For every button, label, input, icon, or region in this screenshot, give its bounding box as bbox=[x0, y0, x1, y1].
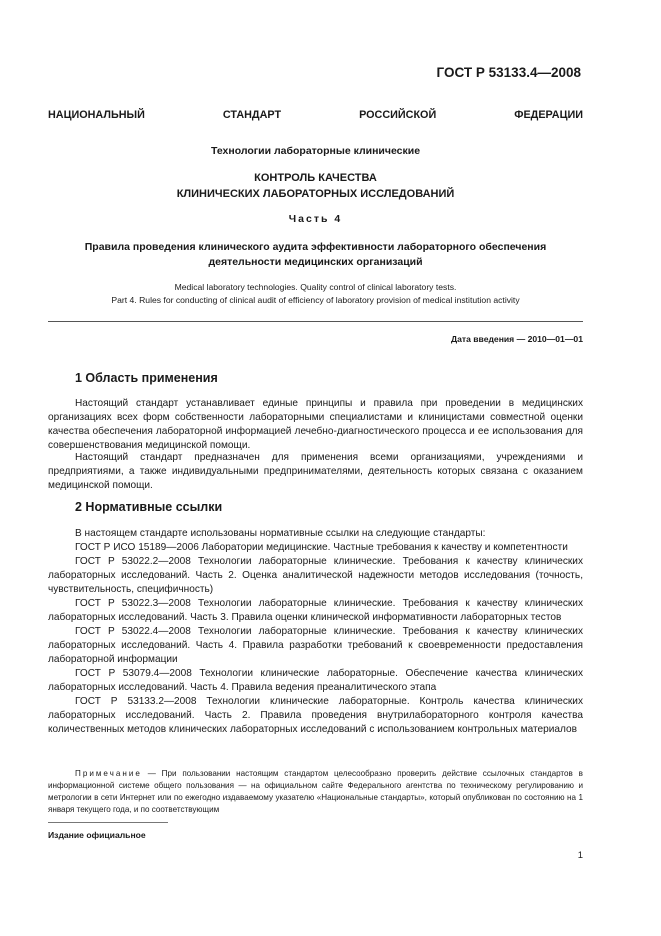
section-heading-references: 2 Нормативные ссылки bbox=[75, 500, 223, 514]
reference-item: ГОСТ Р 53133.2—2008 Технологии клинические лабораторные. Контроль качества клинических лабораторных исследований. Часть 2. Правила проведения внутрилабораторного контроля качества количественных методов клинических лабораторных исследований с использованием контрольных материалов bbox=[48, 696, 583, 735]
title-line: КЛИНИЧЕСКИХ ЛАБОРАТОРНЫХ ИССЛЕДОВАНИЙ bbox=[176, 188, 455, 200]
title-line: КОНТРОЛЬ КАЧЕСТВА bbox=[254, 172, 377, 184]
english-title-line: Medical laboratory technologies. Quality control of clinical laboratory tests. bbox=[174, 282, 457, 292]
note-label: Примечание bbox=[75, 769, 142, 778]
english-title bbox=[48, 281, 583, 307]
divider bbox=[48, 321, 583, 322]
document-title bbox=[48, 170, 583, 202]
banner-word: ФЕДЕРАЦИИ bbox=[514, 109, 584, 121]
national-standard-banner bbox=[48, 109, 583, 121]
reference-item: ГОСТ Р 53022.2—2008 Технологии лабораторные клинические. Требования к качеству клинических лабораторных исследований. Часть 2. Оценка аналитической надежности методов исследования (точность, чувствительность, специфичность) bbox=[48, 556, 583, 595]
reference-item: ГОСТ Р ИСО 15189—2006 Лаборатории медицинские. Частные требования к качеству и компетентности bbox=[75, 542, 568, 553]
english-title-line: Part 4. Rules for conducting of clinical audit of efficiency of laboratory provision of medical institution activity bbox=[111, 295, 520, 305]
note bbox=[48, 768, 583, 816]
banner-word: НАЦИОНАЛЬНЫЙ bbox=[48, 109, 145, 121]
part-title bbox=[48, 240, 583, 270]
document-code: ГОСТ Р 53133.4—2008 bbox=[436, 65, 581, 80]
reference-item: ГОСТ Р 53079.4—2008 Технологии клинические лабораторные. Обеспечение качества клинических лабораторных исследований. Часть 4. Правила ведения преаналитического этапа bbox=[48, 668, 583, 693]
edition-label: Издание официальное bbox=[48, 830, 146, 840]
scope-paragraph: Настоящий стандарт устанавливает единые принципы и правила при проведении в медицинских организациях всех форм собственности лабораторными специалистами и клиницистами совместной оценки качества обеспечения лабораторной информацией лечебно-диагностического процесса и ее использования для совершенствования медицинской помощи. bbox=[48, 398, 583, 451]
references-list bbox=[48, 527, 583, 737]
reference-item: ГОСТ Р 53022.4—2008 Технологии лабораторные клинические. Требования к качеству клинических лабораторных исследований. Часть 4. Правила разработки требований к своевременности предоставления лабораторной информации bbox=[48, 626, 583, 665]
part-title-line: деятельности медицинских организаций bbox=[208, 256, 423, 268]
footer-divider bbox=[48, 822, 168, 823]
references-intro: В настоящем стандарте использованы нормативные ссылки на следующие стандарты: bbox=[75, 528, 486, 539]
part-title-line: Правила проведения клинического аудита эффективности лабораторного обеспечения bbox=[84, 241, 547, 253]
part-label: Часть 4 bbox=[288, 213, 343, 225]
section-heading-scope: 1 Область применения bbox=[75, 371, 218, 385]
scope-paragraph: Настоящий стандарт предназначен для применения всеми организациями, учреждениями и предприятиями, а также индивидуальными предпринимателями, деятельность которых связана с оказанием медицинской помощи. bbox=[48, 452, 583, 491]
note-text: — При пользовании настоящим стандартом целесообразно проверить действие ссылочных стандартов в информационной системе общего пользования — на официальном сайте Федерального агентства по техническому регулированию и метрологии в сети Интернет или по ежегодно издаваемому указателю «Национальные стандарты», который опубликован по состоянию на 1 января текущего года, и по соответствующим bbox=[48, 769, 583, 814]
reference-item: ГОСТ Р 53022.3—2008 Технологии лабораторные клинические. Требования к качеству клинических лабораторных исследований. Часть 3. Правила оценки клинической информативности лабораторных тестов bbox=[48, 598, 583, 623]
document-subtitle: Технологии лабораторные клинические bbox=[210, 145, 421, 157]
introduction-date: Дата введения — 2010—01—01 bbox=[450, 334, 583, 344]
banner-word: РОССИЙСКОЙ bbox=[359, 109, 437, 121]
banner-word: СТАНДАРТ bbox=[222, 109, 282, 121]
page-number: 1 bbox=[577, 850, 583, 861]
